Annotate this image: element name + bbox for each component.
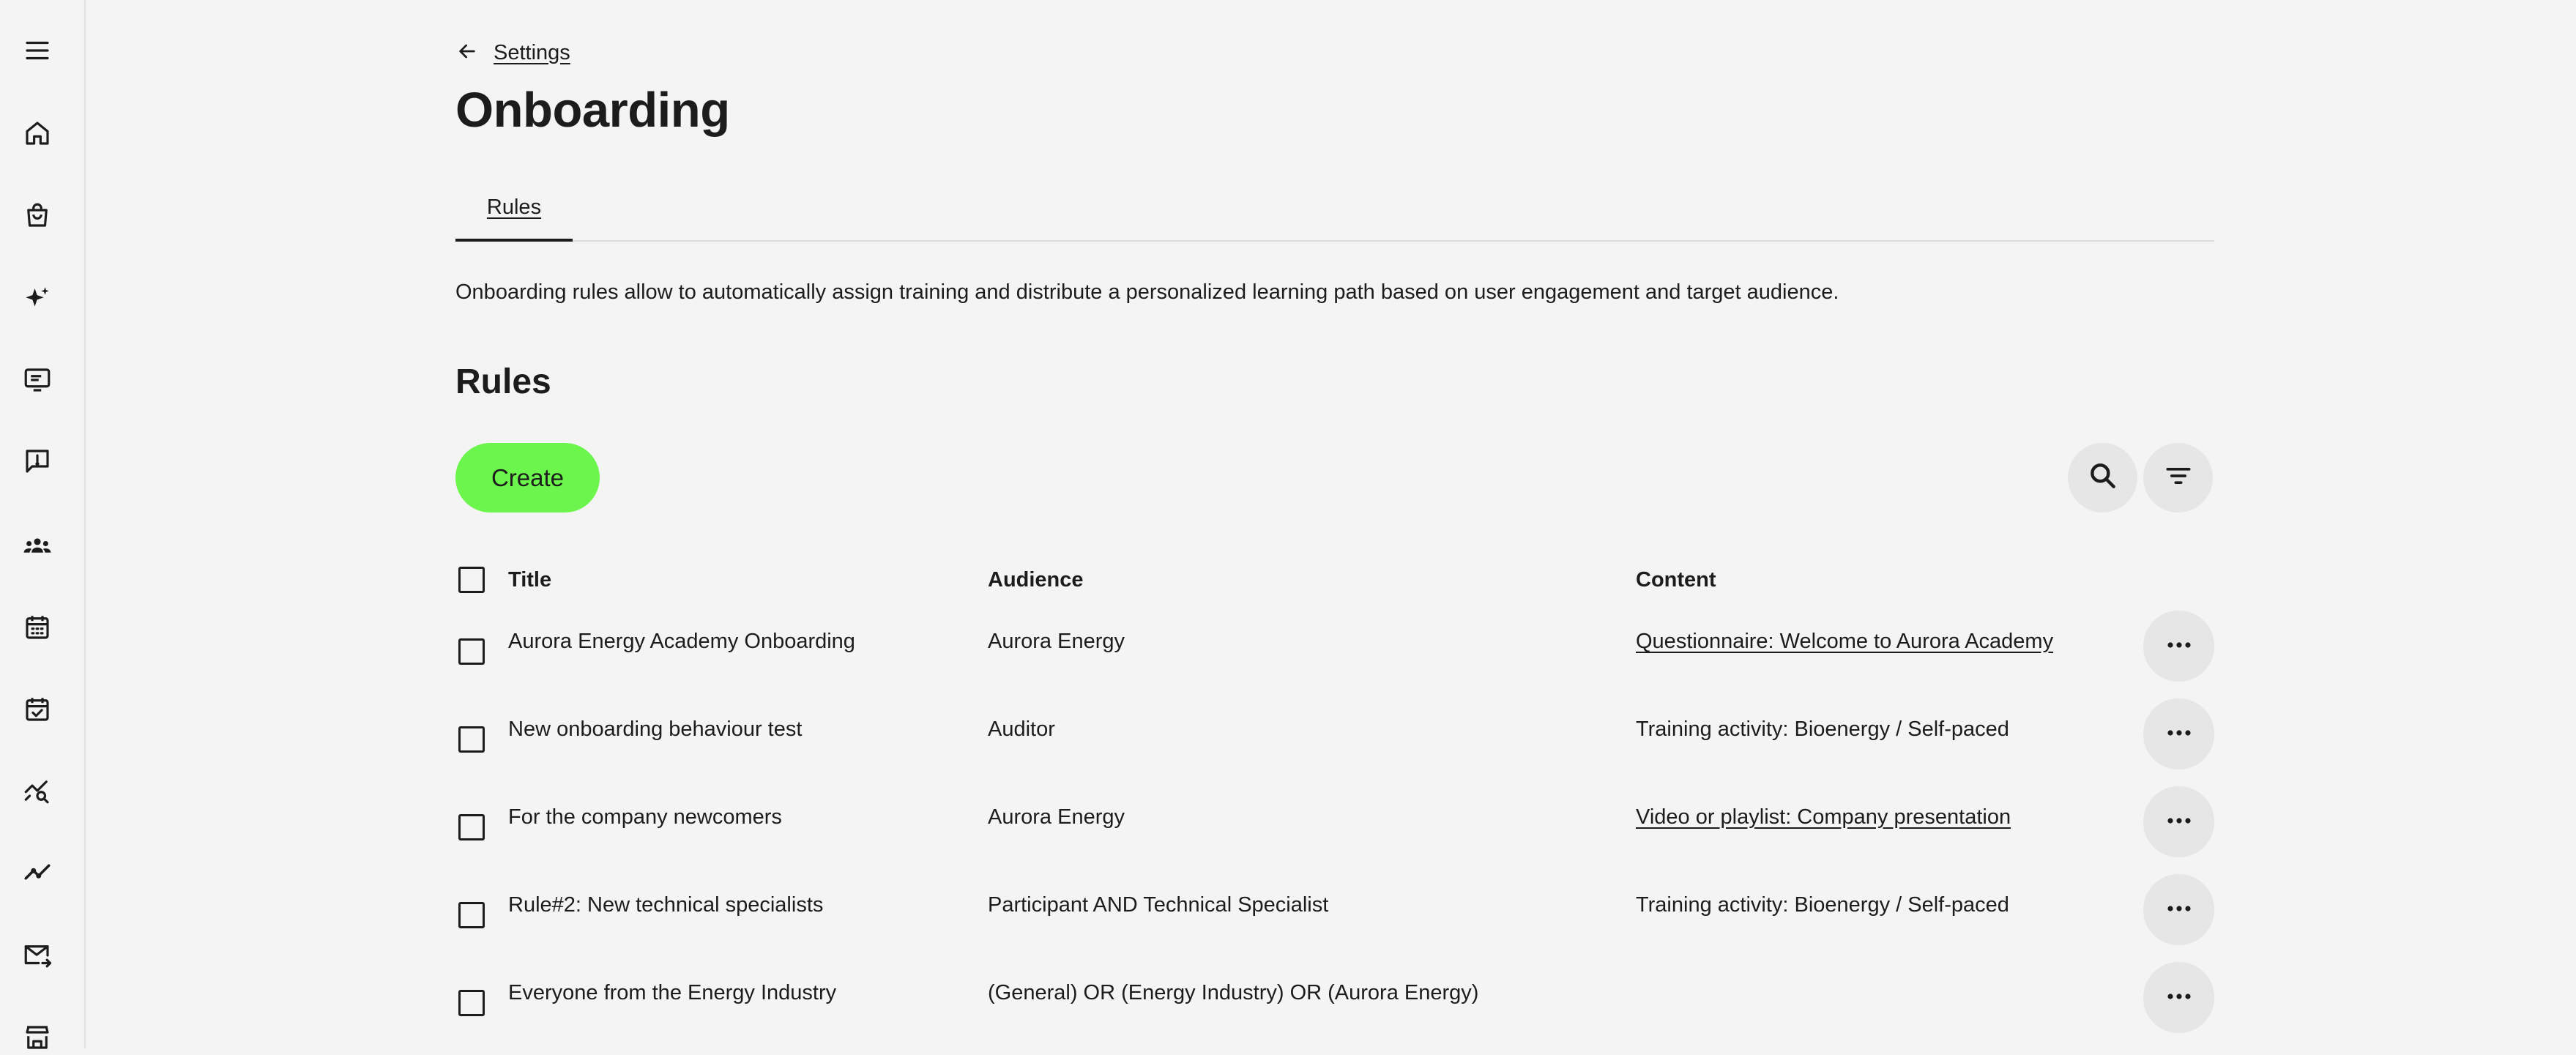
home-icon[interactable] [20,116,55,151]
more-horizontal-icon [2164,728,2194,741]
shopping-bag-icon[interactable] [20,198,55,233]
tab-bar [455,176,2214,242]
more-horizontal-icon [2164,991,2194,1004]
more-horizontal-icon [2164,640,2194,653]
calendar-check-icon[interactable] [20,692,55,727]
row-actions-button[interactable] [2143,962,2214,1033]
table-row [455,785,2214,858]
row-checkbox[interactable] [458,726,485,753]
calendar-icon[interactable] [20,610,55,645]
row-checkbox[interactable] [458,990,485,1016]
back-link-label[interactable]: Settings [494,40,570,64]
trending-icon[interactable] [20,854,55,890]
row-audience: Aurora Energy [988,805,1125,829]
row-title: Everyone from the Energy Industry [508,981,837,1004]
table-row [455,697,2214,770]
row-audience: Auditor [988,717,1055,741]
feedback-icon[interactable] [20,444,55,479]
arrow-left-icon [455,40,479,67]
row-actions-button[interactable] [2143,611,2214,682]
sparkle-icon[interactable] [20,281,55,316]
row-actions-button[interactable] [2143,786,2214,857]
row-title: Rule#2: New technical specialists [508,893,824,917]
search-button[interactable] [2068,443,2137,512]
back-link[interactable] [455,38,570,67]
table-row [455,873,2214,946]
main-content [455,0,2214,1048]
store-icon[interactable] [20,1020,55,1055]
mail-forward-icon[interactable] [20,938,55,973]
table-row [455,609,2214,682]
row-audience: (General) OR (Energy Industry) OR (Aurora Energy) [988,981,1479,1004]
page-title: Onboarding [455,83,730,138]
row-content: Training activity: Bioenergy / Self-paced [1636,893,2009,917]
row-content-link[interactable]: Video or playlist: Company presentation [1636,805,2011,829]
row-checkbox[interactable] [458,638,485,665]
section-title: Rules [455,362,551,401]
filter-icon [2162,460,2195,496]
search-icon [2087,460,2119,496]
row-title: For the company newcomers [508,805,782,829]
tab-rules[interactable]: Rules [455,176,573,242]
row-actions-button[interactable] [2143,874,2214,945]
sidebar [0,0,86,1048]
row-audience: Participant AND Technical Specialist [988,893,1329,917]
row-content-link[interactable]: Questionnaire: Welcome to Aurora Academy [1636,630,2054,653]
row-checkbox[interactable] [458,814,485,840]
groups-icon[interactable] [20,529,55,564]
row-audience: Aurora Energy [988,630,1125,653]
menu-icon[interactable] [20,33,55,68]
create-button[interactable]: Create [455,443,600,512]
row-title: New onboarding behaviour test [508,717,803,741]
presentation-icon[interactable] [20,362,55,398]
column-header-audience: Audience [988,568,1084,592]
column-header-content: Content [1636,568,1716,592]
filter-button[interactable] [2143,443,2213,512]
row-title: Aurora Energy Academy Onboarding [508,630,855,653]
select-all-checkbox[interactable] [458,567,485,593]
analytics-search-icon[interactable] [20,773,55,808]
row-actions-button[interactable] [2143,698,2214,769]
more-horizontal-icon [2164,816,2194,829]
row-content: Training activity: Bioenergy / Self-paced [1636,717,2009,741]
table-row [455,961,2214,1034]
page-description: Onboarding rules allow to automatically assign training and distribute a personalized learning path based on user engagement and target audience. [455,280,1839,304]
more-horizontal-icon [2164,903,2194,917]
column-header-title: Title [508,568,552,592]
row-checkbox[interactable] [458,902,485,928]
